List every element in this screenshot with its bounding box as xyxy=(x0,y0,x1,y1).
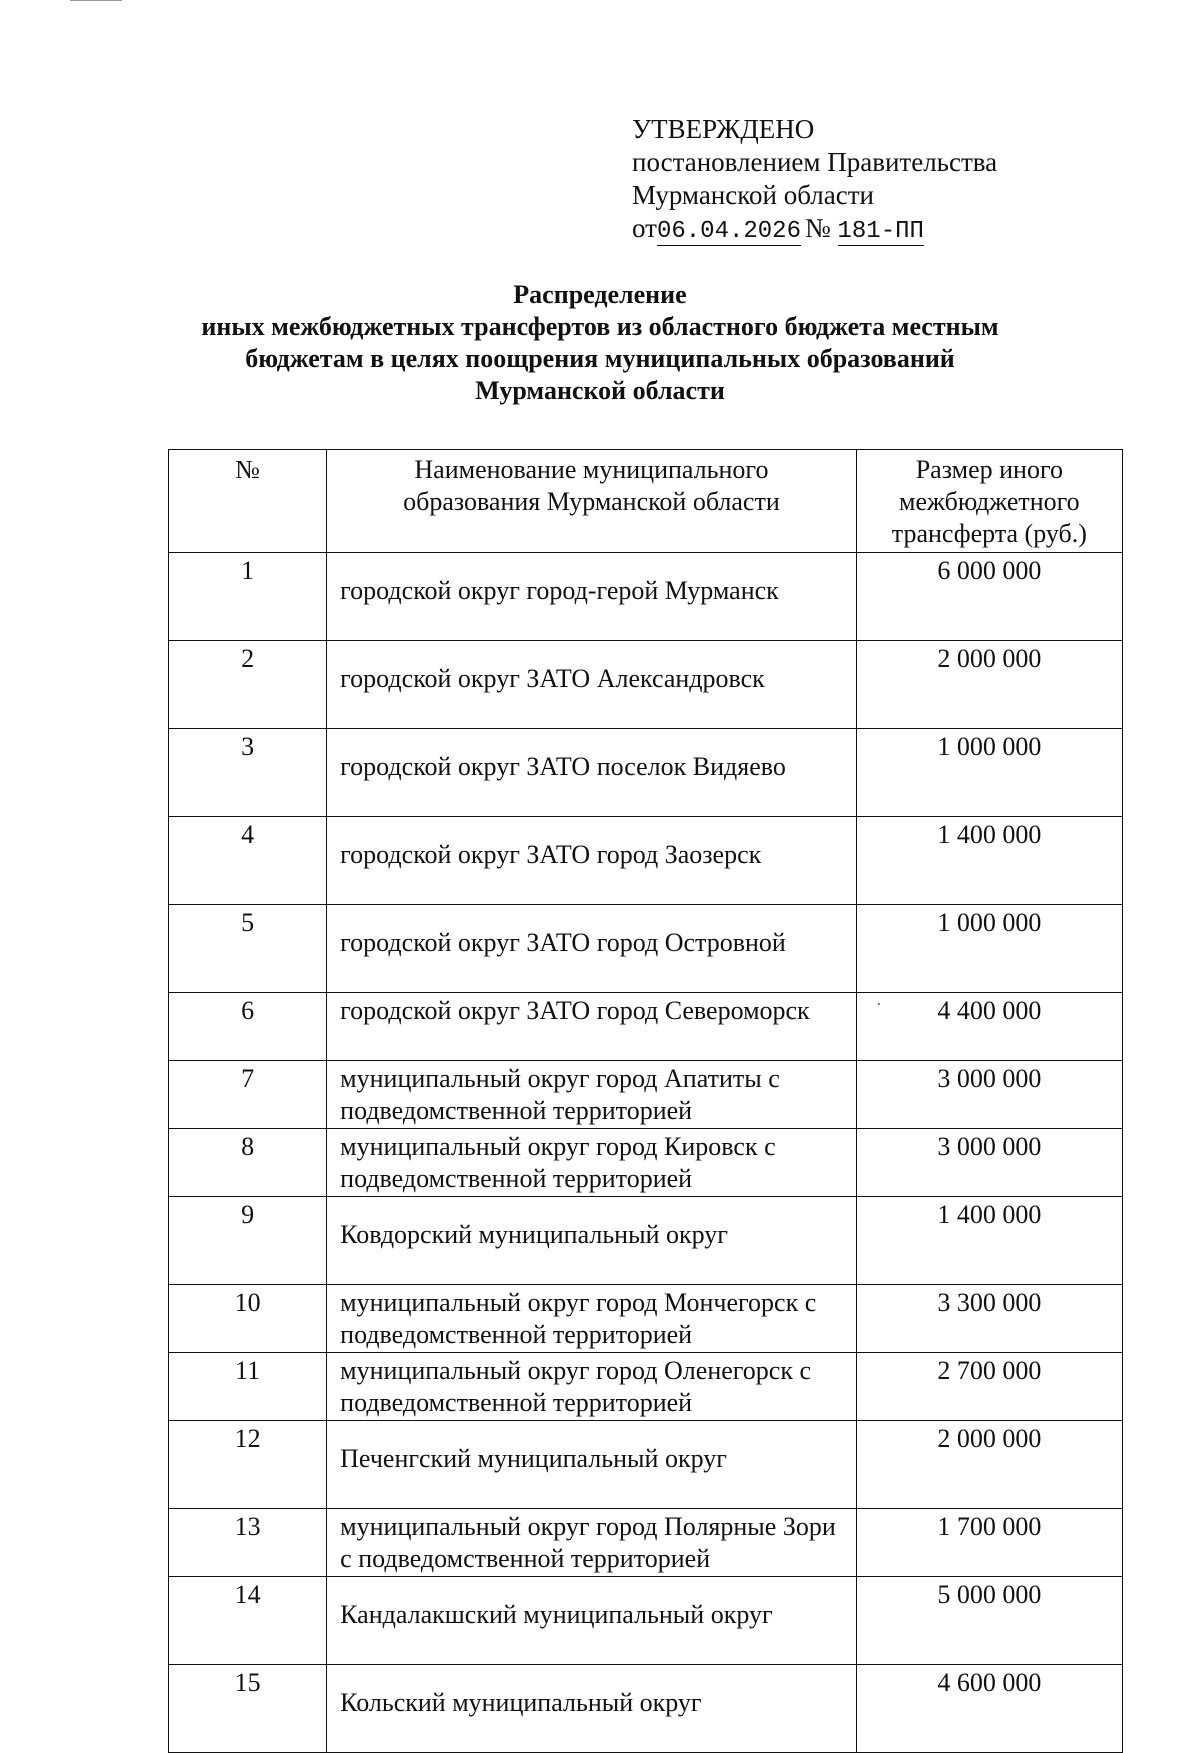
title-line-3: бюджетам в целях поощрения муниципальных образований xyxy=(245,344,955,373)
row-municipality: городской округ ЗАТО Александровск xyxy=(327,641,857,729)
approval-resolution: постановлением Правительства xyxy=(632,147,998,177)
row-municipality: муниципальный округ город Апатиты с подведомственной территорией xyxy=(327,1061,857,1129)
row-number: 8 xyxy=(169,1129,327,1197)
row-number: 3 xyxy=(169,729,327,817)
row-number: 9 xyxy=(169,1197,327,1285)
row-amount: 4 600 000 xyxy=(856,1665,1122,1753)
row-number: 1 xyxy=(169,553,327,641)
row-municipality: муниципальный округ город Оленегорск с подведомственной территорией xyxy=(327,1353,857,1421)
table-header-row xyxy=(169,450,1123,553)
row-amount: 2 700 000 xyxy=(856,1353,1122,1421)
row-amount: 6 000 000 xyxy=(856,553,1122,641)
row-amount: 1 400 000 xyxy=(856,1197,1122,1285)
table-row xyxy=(169,1509,1123,1577)
row-municipality: муниципальный округ город Кировск с подведомственной территорией xyxy=(327,1129,857,1197)
row-amount: 3 000 000 xyxy=(856,1129,1122,1197)
row-number: 2 xyxy=(169,641,327,729)
distribution-table xyxy=(168,449,1123,1753)
scan-speck xyxy=(878,1003,880,1005)
title-line-1: Распределение xyxy=(513,280,687,309)
row-municipality: Печенгский муниципальный округ xyxy=(327,1421,857,1509)
table-row xyxy=(169,1421,1123,1509)
row-number: 12 xyxy=(169,1421,327,1509)
row-municipality: муниципальный округ город Полярные Зори с подведомственной территорией xyxy=(327,1509,857,1577)
table-row xyxy=(169,1061,1123,1129)
row-amount: 3 000 000 xyxy=(856,1061,1122,1129)
header-amount-line-3: трансферта (руб.) xyxy=(891,519,1087,548)
row-number: 15 xyxy=(169,1665,327,1753)
row-amount: 1 700 000 xyxy=(856,1509,1122,1577)
row-amount: 2 000 000 xyxy=(856,1421,1122,1509)
header-number: № xyxy=(169,450,327,553)
row-number: 6 xyxy=(169,993,327,1061)
row-number: 5 xyxy=(169,905,327,993)
row-number: 7 xyxy=(169,1061,327,1129)
number-sign: № xyxy=(804,213,831,243)
title-line-4: Мурманской области xyxy=(475,376,725,405)
row-municipality: муниципальный округ город Мончегорск с подведомственной территорией xyxy=(327,1285,857,1353)
header-amount-line-2: межбюджетного xyxy=(899,487,1080,516)
table-row xyxy=(169,993,1123,1061)
row-amount: 4 400 000 xyxy=(856,993,1122,1061)
approval-stamp xyxy=(632,113,997,248)
header-amount-line-1: Размер иного xyxy=(915,455,1063,484)
row-municipality: Кольский муниципальный округ xyxy=(327,1665,857,1753)
table-row xyxy=(169,1353,1123,1421)
table-row xyxy=(169,729,1123,817)
row-municipality: городской округ ЗАТО поселок Видяево xyxy=(327,729,857,817)
row-municipality: городской округ город-герой Мурманск xyxy=(327,553,857,641)
row-municipality: городской округ ЗАТО город Заозерск xyxy=(327,817,857,905)
row-amount: 1 400 000 xyxy=(856,817,1122,905)
approval-heading: УТВЕРЖДЕНО xyxy=(632,114,815,144)
header-municipality-line-1: Наименование муниципального xyxy=(414,455,769,484)
table-row xyxy=(169,1577,1123,1665)
row-municipality: Ковдорский муниципальный округ xyxy=(327,1197,857,1285)
scan-edge-mark xyxy=(70,0,122,1)
row-amount: 2 000 000 xyxy=(856,641,1122,729)
date-prefix: от xyxy=(632,213,657,243)
document-title xyxy=(150,279,1050,407)
table-row xyxy=(169,1285,1123,1353)
row-amount: 1 000 000 xyxy=(856,729,1122,817)
row-number: 11 xyxy=(169,1353,327,1421)
row-number: 14 xyxy=(169,1577,327,1665)
row-number: 10 xyxy=(169,1285,327,1353)
row-number: 4 xyxy=(169,817,327,905)
approval-number: 181-ПП xyxy=(837,218,924,245)
table-row xyxy=(169,817,1123,905)
row-municipality: Кандалакшский муниципальный округ xyxy=(327,1577,857,1665)
table-row xyxy=(169,553,1123,641)
row-municipality: городской округ ЗАТО город Североморск xyxy=(327,993,857,1061)
table-row xyxy=(169,641,1123,729)
row-amount: 3 300 000 xyxy=(856,1285,1122,1353)
header-amount xyxy=(856,450,1122,553)
row-amount: 5 000 000 xyxy=(856,1577,1122,1665)
row-amount: 1 000 000 xyxy=(856,905,1122,993)
title-line-2: иных межбюджетных трансфертов из областного бюджета местным xyxy=(201,312,999,341)
approval-date-number xyxy=(632,212,997,248)
row-municipality: городской округ ЗАТО город Островной xyxy=(327,905,857,993)
approval-region: Мурманской области xyxy=(632,180,874,210)
table-row xyxy=(169,905,1123,993)
header-municipality xyxy=(327,450,857,553)
approval-date: 06.04.2026 xyxy=(656,218,801,245)
row-number: 13 xyxy=(169,1509,327,1577)
header-municipality-line-2: образования Мурманской области xyxy=(403,487,780,516)
table-row xyxy=(169,1665,1123,1753)
table-row xyxy=(169,1129,1123,1197)
table-row xyxy=(169,1197,1123,1285)
